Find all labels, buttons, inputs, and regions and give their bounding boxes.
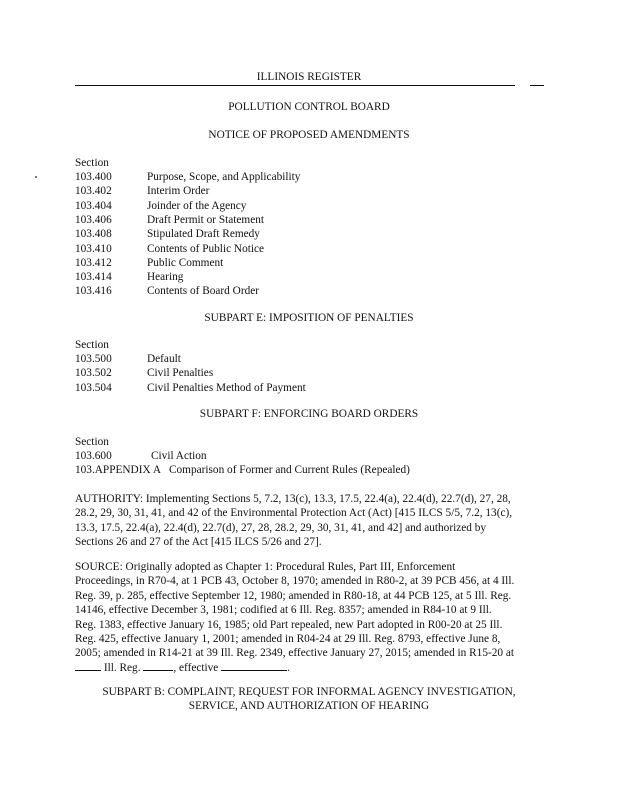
source-line: Reg. 1383, effective January 16, 1985; old Part repealed, new Part adopted in R00-20 at 25 Ill. (75, 618, 503, 631)
section-number: 103.504 (75, 381, 112, 394)
section-title: Hearing (147, 271, 184, 284)
section-label: Section (75, 436, 109, 448)
section-title: Civil Action (151, 450, 207, 462)
section-title: Stipulated Draft Remedy (147, 228, 260, 241)
board-name: POLLUTION CONTROL BOARD (228, 101, 390, 113)
section-number: 103.400 (75, 171, 112, 183)
section-row (75, 353, 181, 365)
section-row (75, 271, 183, 283)
section-number: 103.600 (75, 450, 112, 462)
section-title: Purpose, Scope, and Applicability (147, 171, 301, 183)
section-number: 103.502 (75, 367, 112, 380)
section-title: Contents of Public Notice (147, 242, 265, 255)
section-title: Default (147, 353, 181, 365)
source-paragraph (75, 560, 550, 675)
margin-mark (35, 176, 37, 178)
appendix-title: Comparison of Former and Current Rules (Repealed) (169, 464, 410, 476)
source-reg-text: Ill. Reg. (101, 661, 144, 674)
authority-line: 13.3, 17.5, 22.4(a), 22.4(d), 22.7(d), 27, 28, 28.2, 29, 30, 31, 41, and 42] and authorized by (75, 521, 487, 534)
authority-line: 28.2, 29, 30, 31, 41, and 42 of the Environmental Protection Act (Act) [415 ILCS 5/5, 7.2, 13(c), (75, 507, 513, 520)
subpart-f-heading: SUBPART F: ENFORCING BOARD ORDERS (199, 408, 419, 420)
source-end-text: . (287, 661, 290, 674)
section-row (75, 200, 246, 212)
section-label: Section (75, 339, 109, 351)
register-title: ILLINOIS REGISTER (256, 71, 362, 83)
authority-paragraph (75, 492, 550, 550)
section-row (75, 285, 259, 297)
section-row (75, 171, 300, 183)
section-label: Section (75, 157, 109, 169)
source-line: Proceedings, in R70-4, at 1 PCB 43, October 8, 1970; amended in R80-2, at 39 PCB 456, at 4 Ill. (75, 575, 515, 588)
section-row (75, 243, 264, 255)
authority-line: Sections 26 and 27 of the Act [415 ILCS 5/26 and 27]. (75, 536, 322, 549)
section-title: Draft Permit or Statement (147, 213, 265, 226)
section-number: 103.412 (75, 256, 112, 269)
section-row (75, 450, 207, 462)
section-number: 103.416 (75, 285, 112, 298)
source-line: Reg. 425, effective January 1, 2001; amended in R04-24 at 29 Ill. Reg. 8793, effective June 8, (75, 633, 501, 646)
section-row (75, 382, 306, 394)
section-title: Contents of Board Order (147, 285, 260, 298)
section-title: Civil Penalties Method of Payment (147, 381, 306, 394)
source-effective-text: , effective (173, 661, 222, 674)
section-number: 103.500 (75, 353, 112, 365)
source-line: 2005; amended in R14-21 at 39 Ill. Reg. 2349, effective January 27, 2015; amended in R15-20 at (75, 647, 515, 660)
section-row (75, 185, 209, 197)
source-line: Reg. 39, p. 285, effective September 12, 1980; amended in R80-18, at 44 PCB 125, at 5 Ill. Reg. (75, 589, 512, 602)
section-row (75, 228, 260, 240)
authority-line: AUTHORITY: Implementing Sections 5, 7.2, 13(c), 13.3, 17.5, 22.4(a), 22.4(d), 22.7(d), 27, 28, (75, 493, 511, 505)
source-line: SOURCE: Originally adopted as Chapter 1: Procedural Rules, Part III, Enforcement (75, 561, 456, 573)
section-row (75, 214, 264, 226)
subpart-e-heading: SUBPART E: IMPOSITION OF PENALTIES (204, 312, 414, 324)
section-title: Interim Order (147, 185, 210, 198)
notice-title: NOTICE OF PROPOSED AMENDMENTS (208, 129, 410, 141)
blank-page (143, 661, 173, 671)
blank-date (221, 661, 287, 671)
section-number: 103.414 (75, 271, 112, 284)
source-line: 14146, effective December 3, 1981; codified at 6 Ill. Reg. 8357; amended in R84-10 at 9 Ill. (75, 604, 492, 617)
section-title: Joinder of the Agency (147, 199, 247, 212)
section-number: 103.402 (75, 185, 112, 198)
section-row (75, 367, 213, 379)
section-title: Public Comment (147, 256, 224, 269)
subpart-b-heading-line2: SERVICE, AND AUTHORIZATION OF HEARING (188, 700, 430, 712)
section-row (75, 257, 223, 269)
source-line-final (75, 661, 550, 675)
section-number: 103.408 (75, 228, 112, 241)
header-rule-page-blank (530, 85, 544, 86)
section-number: 103.410 (75, 242, 112, 255)
subpart-b-heading-line1: SUBPART B: COMPLAINT, REQUEST FOR INFORMAL AGENCY INVESTIGATION, (102, 686, 516, 698)
section-number: 103.404 (75, 199, 112, 212)
section-number: 103.406 (75, 213, 112, 226)
appendix-number: 103.APPENDIX A (75, 464, 161, 476)
appendix-row (75, 464, 410, 476)
header-rule (75, 85, 515, 86)
blank-volume (75, 661, 101, 671)
section-title: Civil Penalties (147, 367, 214, 380)
